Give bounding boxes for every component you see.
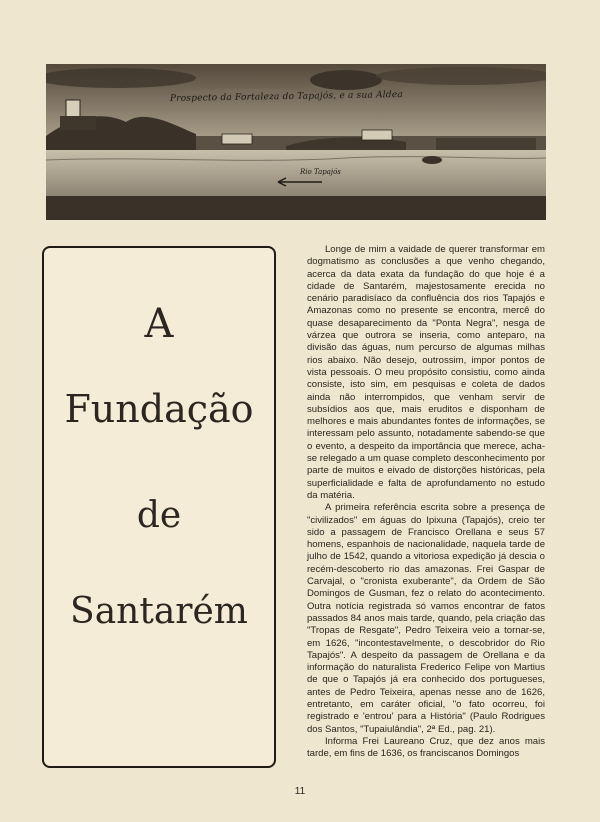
paragraph-3: Informa Frei Laureano Cruz, que dez anos mais tarde, em fins de 1636, os franciscanos Domingos [307, 735, 545, 760]
article-body [307, 244, 545, 760]
title-line-2: Fundação [64, 387, 254, 431]
engraving-drawing [46, 64, 546, 220]
engraving-river-label: Rio Tapajós [300, 168, 341, 176]
engraving-caption: Prospecto da Fortaleza do Tapajós, e a sua Aldea [169, 89, 403, 105]
page-number: 11 [294, 786, 306, 797]
title-line-3: de [136, 495, 182, 536]
title-line-4: Santarém [70, 591, 248, 632]
title-line-1: A [144, 301, 174, 347]
historical-engraving [46, 64, 546, 220]
title-box [42, 246, 276, 768]
paragraph-2: A primeira referência escrita sobre a presença de "civilizados" em águas do Ipixuna (Tapajós), creio ter sido a passagem de Francisco Orellana e seus 57 homens, espanhois de nacionalidade, naquela tarde de julho de 1542, quando a vitoriosa expedição já descia o recém-descoberto rio das amazonas. Frei Gaspar de Carvajal, o "cronista exuberante", da Ordem de São Domingos de Gusman, fez o relato do acontecimento. Outra notícia registrada só vamos encontrar de fatos passados 84 anos mais tarde, quando, pela criação das "Tropas de Resgate", Pedro Teixeira veio a tornar-se, em 1626, "incontestavelmente, o descobridor do Rio Tapajós". A despeito da passagem de Orellana e da informação do naturalista Frederico Felipe von Martius de que o Tapajós já era conhecido dos portugueses, antes de Pedro Teixeira, apenas nesse ano de 1626, entretanto, em caráter oficial, "o fato ocorreu, foi registrado e 'entrou' para a História" (Paulo Rodrigues dos Santos, "Tupaiulândia", 2ª Ed., pag. 21). [307, 502, 545, 735]
paragraph-1: Longe de mim a vaidade de querer transformar em dogmatismo as conclusões a que venho chegando, acerca da data exata da fundação do que hoje é a cidade de Santarém, majestosamente erecida no cenário paradisíaco da confluência dos rios Tapajós e Amazonas como no presente se encontra, mercê do quase desaparecimento da "Ponta Negra", nesga de várzea que outrora se inseria, como anteparo, na divisão das águas, num percurso de algumas milhas rios abaixo. Não desejo, outrossim, impor pontos de vista pessoais. O meu propósito consistiu, como ainda consiste, isto sim, em pesquisas e coleta de dados ainda não interrompidos, que venham servir de subsídios aos que, mais eruditos e disponham de melhores e mais abundantes fontes de informações, se interessam pelo assunto, notadamente sabendo-se que o evento, a despeito da importância que merece, acha-se relegado a um quase completo desconhecimento por parte de muitos e eivado de distorções históricas, pela superficialidade e falta de aprofundamento no estudo da matéria. [307, 244, 545, 501]
